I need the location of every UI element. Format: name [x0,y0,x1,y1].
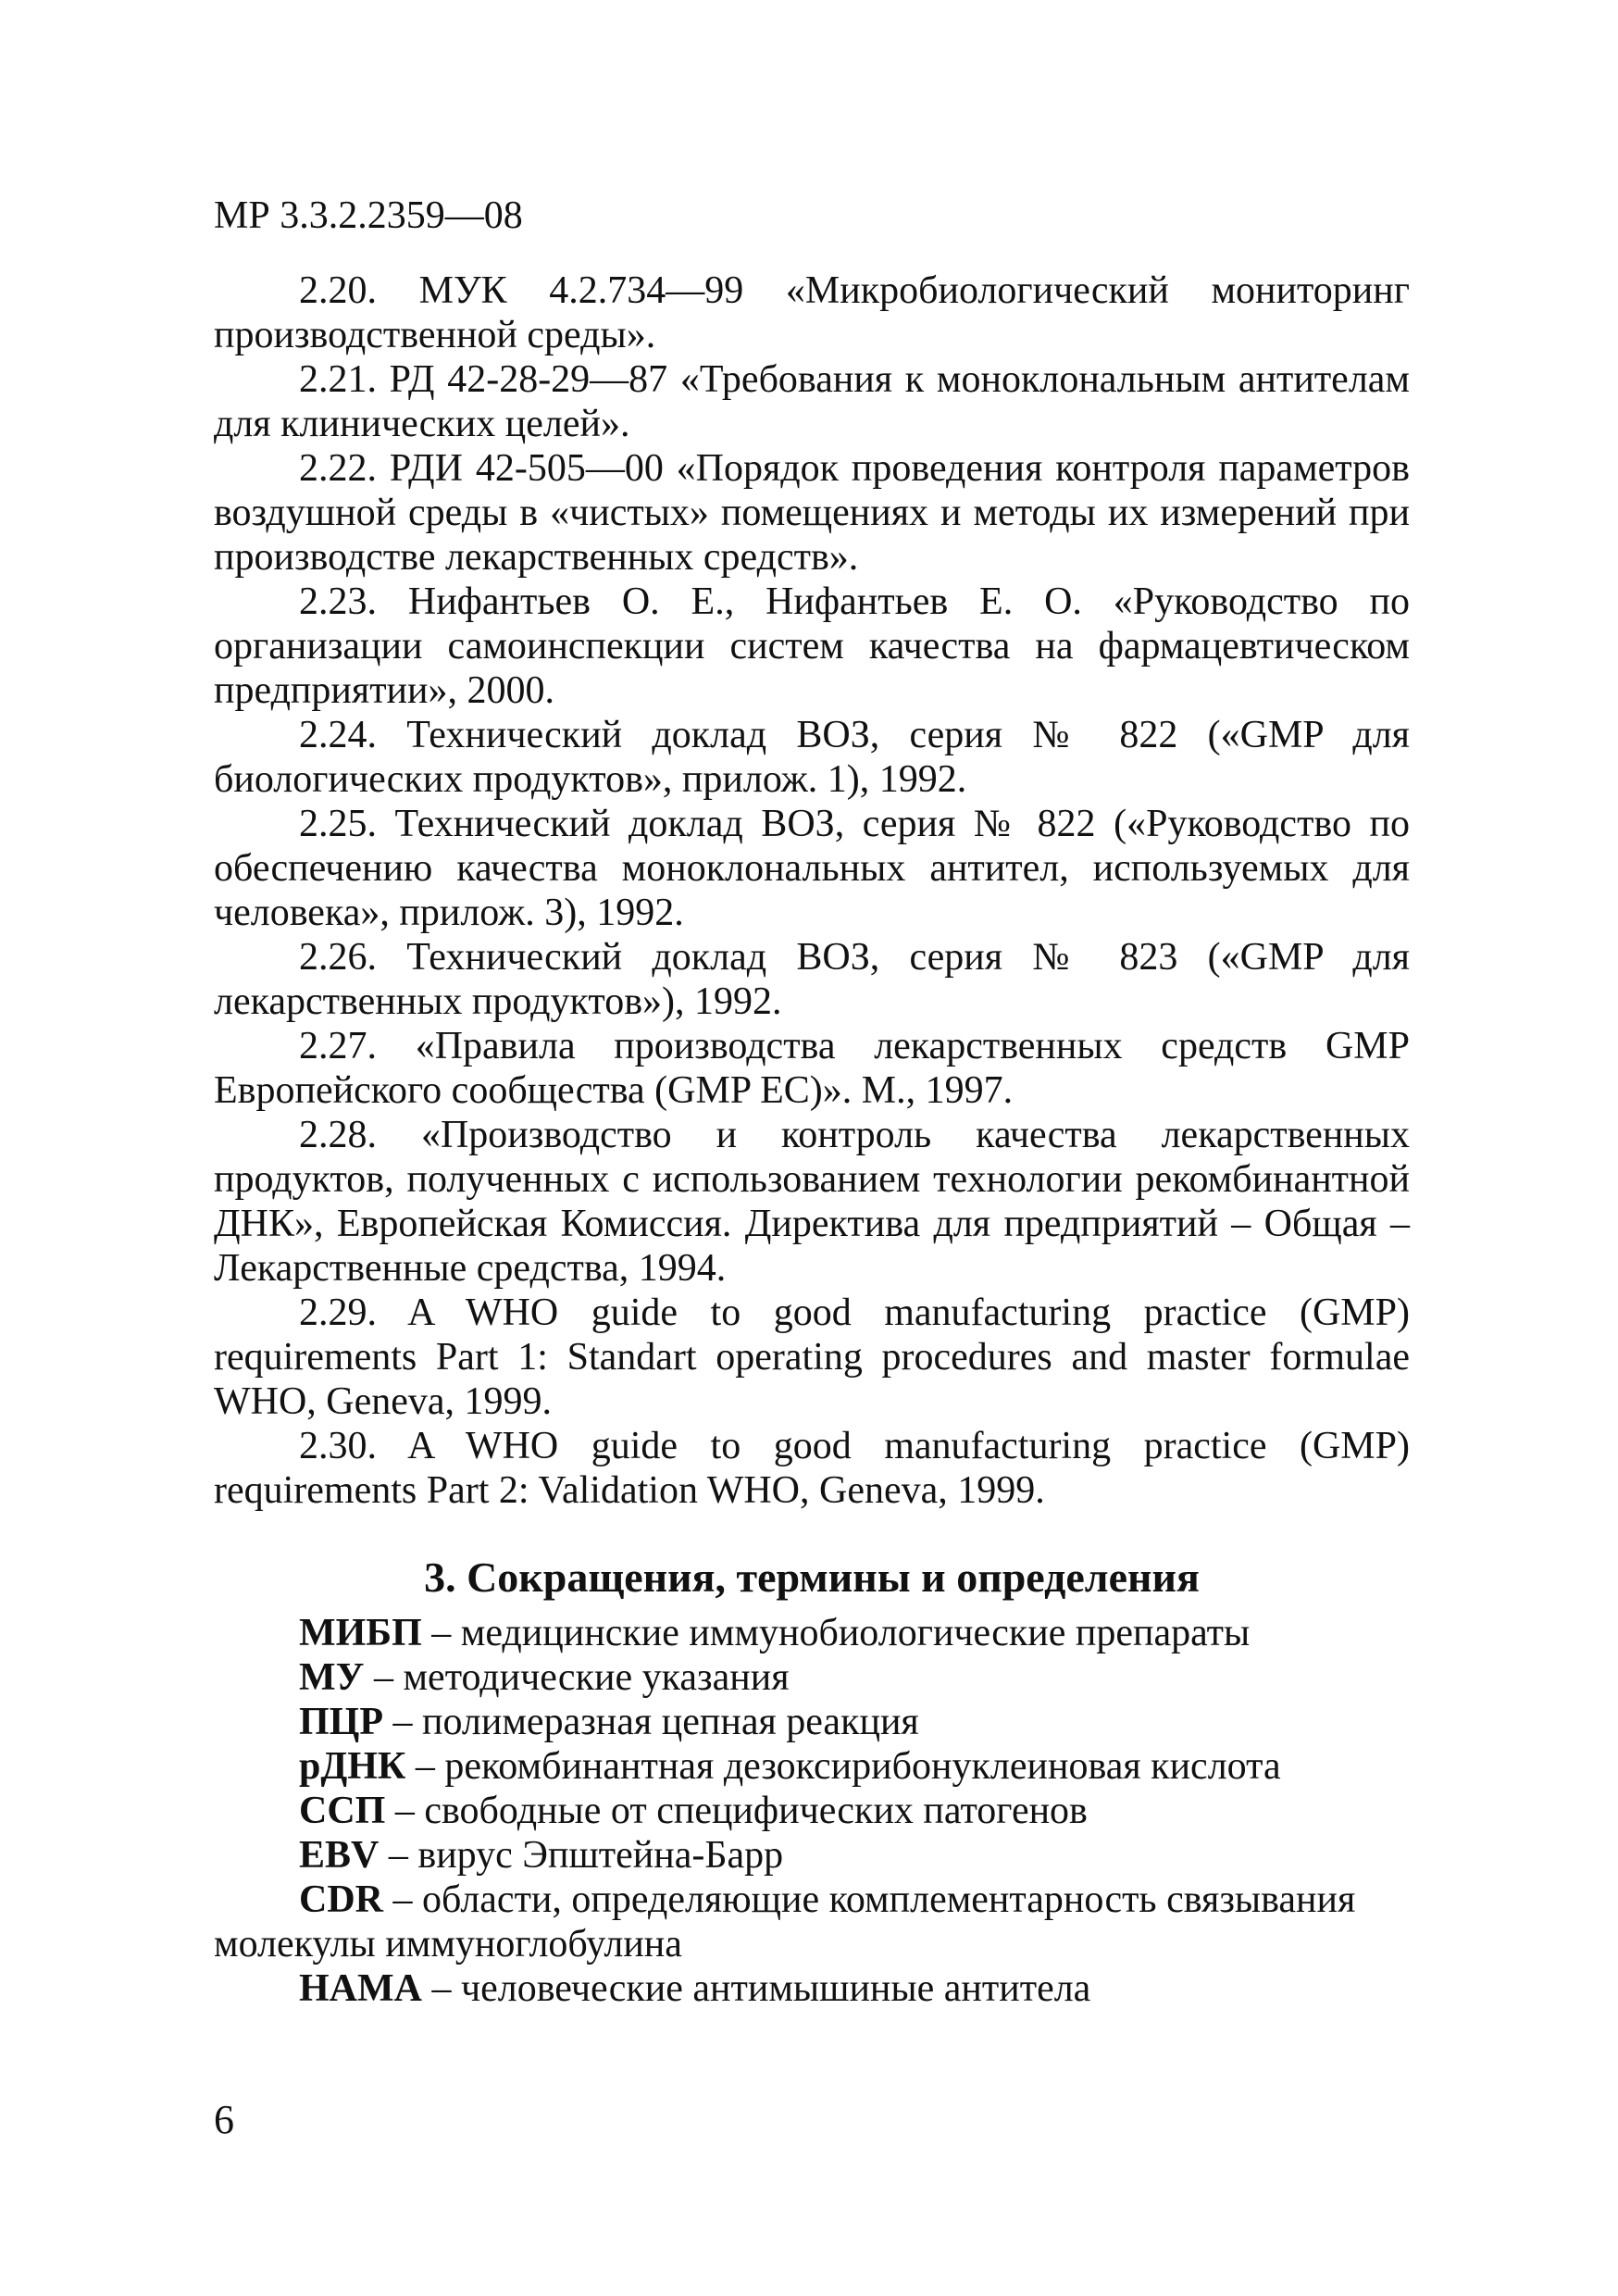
page-header: МР 3.3.2.2359—08 [214,194,523,237]
abbreviation-definition: – свободные от специфических патогенов [385,1790,1088,1832]
reference-item: 2.26. Технический доклад ВОЗ, серия № 823 («GMP для лекарственных продуктов»), 1992. [214,936,1410,1023]
abbreviation-definition: – рекомбинантная дезоксирибонуклеиновая кислота [405,1745,1281,1788]
abbreviation-definition: – области, определяющие комплементарность связывания молекулы иммуноглобулина [214,1878,1356,1965]
abbreviation-item [214,1878,1410,1966]
abbreviation-term: EBV [299,1834,380,1877]
reference-item: 2.20. МУК 4.2.734—99 «Микробиологический мониторинг производственной среды». [214,269,1410,356]
abbreviation-term: ССП [299,1790,386,1832]
abbreviation-item [214,1833,1410,1878]
references-list [214,268,1410,1513]
abbreviations-list [214,1611,1410,2011]
abbreviation-definition: – методические указания [364,1656,790,1699]
abbreviation-definition: – человеческие антимышиные антитела [421,1967,1091,2010]
reference-item: 2.22. РДИ 42-505—00 «Порядок проведения контроля параметров воздушной среды в «чистых» помещениях и методы их измерений при производстве лекарственных средств». [214,447,1410,579]
abbreviation-term: рДНК [299,1745,406,1788]
abbreviation-item [214,1611,1410,1655]
abbreviation-item [214,1744,1410,1789]
reference-item: 2.30. A WHO guide to good manufacturing practice (GMP) requirements Part 2: Validation WHO, Geneva, 1999. [214,1425,1410,1512]
abbreviation-item [214,1700,1410,1744]
reference-item: 2.27. «Правила производства лекарственных средств GMP Европейского сообщества (GMP EC)». М., 1997. [214,1025,1410,1112]
abbreviation-definition: – вирус Эпштейна-Барр [379,1834,784,1877]
abbreviation-term: ПЦР [299,1701,383,1743]
reference-item: 2.24. Технический доклад ВОЗ, серия № 822 («GMP для биологических продуктов», прилож. 1), 1992. [214,714,1410,801]
abbreviation-item [214,1789,1410,1833]
reference-item: 2.25. Технический доклад ВОЗ, серия № 822 («Руководство по обеспечению качества моноклональных антител, используемых для человека», прилож. 3), 1992. [214,803,1410,934]
abbreviation-item [214,1966,1410,2011]
abbreviation-definition: – медицинские иммунобиологические препараты [421,1612,1251,1654]
reference-item: 2.21. РД 42-28-29—87 «Требования к моноклональным антителам для клинических целей». [214,358,1410,445]
reference-item: 2.29. A WHO guide to good manufacturing practice (GMP) requirements Part 1: Standart operating procedures and master formulae WHO, Geneva, 1999. [214,1292,1410,1423]
abbreviation-term: CDR [299,1878,383,1921]
abbreviation-term: МУ [299,1656,365,1699]
abbreviation-term: МИБП [299,1612,422,1654]
abbreviation-term: HAMA [299,1967,422,2010]
reference-item: 2.28. «Производство и контроль качества лекарственных продуктов, полученных с использованием технологии рекомбинантной ДНК», Европейская Комиссия. Директива для предприятий – Общая – Лекарственные средства, 1994. [214,1114,1410,1290]
page-number: 6 [214,2097,234,2142]
section-heading: 3. Сокращения, термины и определения [424,1554,1200,1601]
abbreviation-definition: – полимеразная цепная реакция [383,1701,919,1743]
reference-item: 2.23. Нифантьев О. Е., Нифантьев Е. О. «Руководство по организации самоинспекции систем качества на фармацевтическом предприятии», 2000. [214,580,1410,712]
abbreviation-item [214,1655,1410,1700]
